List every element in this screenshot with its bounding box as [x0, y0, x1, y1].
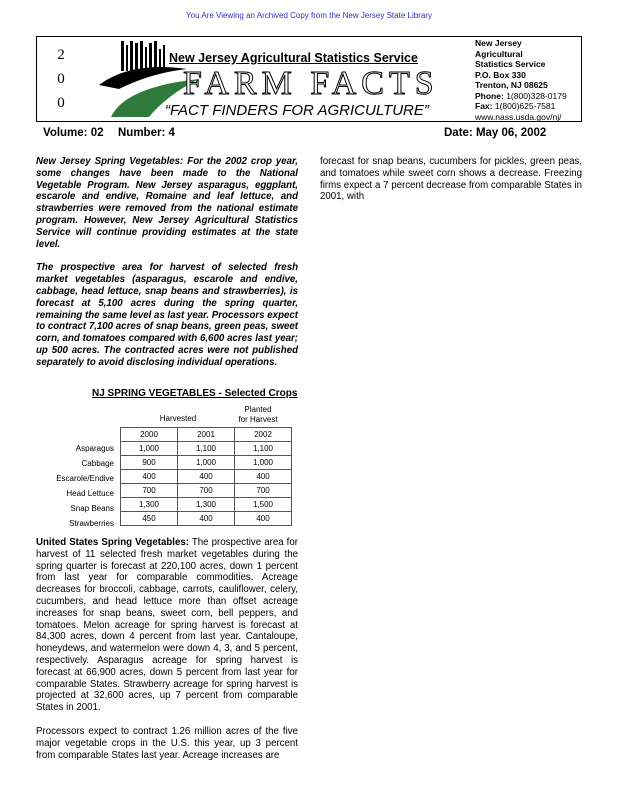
- table-cell: 400: [121, 470, 178, 484]
- table-cell: 400: [178, 470, 235, 484]
- table-row-labels: [40, 441, 114, 531]
- issue-date: Date: May 06, 2002: [444, 127, 547, 139]
- table-row: [121, 512, 292, 526]
- address-line: Statistics Service: [475, 59, 546, 69]
- city-line: Trenton, NJ 08625: [475, 80, 548, 90]
- table-cell: 400: [235, 512, 292, 526]
- table-cell: 1,100: [178, 442, 235, 456]
- table-title: NJ SPRING VEGETABLES - Selected Crops: [92, 388, 298, 399]
- address-block: [475, 38, 567, 122]
- table-cell: 1,000: [178, 456, 235, 470]
- nj-spring-paragraph: New Jersey Spring Vegetables: For the 2002 crop year, some changes have been made to the National Vegetable Program. New Jersey asparagus, eggplant, escarole and endive, Romaine and leaf lettuce, and strawberries were removed from the national estimate program. However, New Jersey Agricultural Statistics Service will continue providing estimates at the state level.: [36, 156, 298, 250]
- planted-label-line: for Harvest: [238, 415, 278, 424]
- po-box: P.O. Box 330: [475, 69, 526, 80]
- crop-label: Strawberries: [69, 519, 114, 528]
- table-cell: 700: [121, 484, 178, 498]
- table-cell: 1,000: [121, 442, 178, 456]
- agency-name: New Jersey Agricultural Statistics Service: [169, 51, 418, 65]
- harvested-label: Harvested: [159, 414, 197, 423]
- table-cell: 1,500: [235, 498, 292, 512]
- crop-label: Cabbage: [81, 459, 114, 468]
- year-digit: 0: [57, 71, 65, 87]
- table-cell: 1,300: [178, 498, 235, 512]
- year-vertical: [53, 43, 69, 115]
- table-cell: 1,100: [235, 442, 292, 456]
- fax-line: Fax: 1(800)625-7581: [475, 101, 556, 111]
- table-cell: 450: [121, 512, 178, 526]
- right-column-paragraph: forecast for snap beans, cucumbers for pickles, green peas, and tomatoes while sweet corn shows a decrease. Freezing firms expect a 7 percent decrease from comparable States in 2001, with: [320, 156, 582, 203]
- volume-label: Volume: 02: [43, 127, 104, 139]
- planted-label-line: Planted: [244, 405, 272, 414]
- phone-line: Phone: 1(800)328-0179: [475, 90, 567, 101]
- table-header-row: [121, 428, 292, 442]
- masthead: [36, 36, 582, 122]
- table-cell: 700: [178, 484, 235, 498]
- table-row: [121, 498, 292, 512]
- us-spring-paragraph: [36, 537, 298, 714]
- year-digit: 2: [57, 47, 65, 63]
- processors-paragraph: Processors expect to contract 1.26 million acres of the five major vegetable crops in the U.S. this year, up 3 percent from comparable States last year. Acreage increases are: [36, 725, 298, 761]
- table-row: [121, 456, 292, 470]
- address-line: New Jersey: [475, 38, 522, 48]
- crops-table: [120, 427, 292, 526]
- web-address: www.nass.usda.gov/nj/: [475, 111, 562, 122]
- table-cell: 900: [121, 456, 178, 470]
- table-cell: 1,000: [235, 456, 292, 470]
- table-cell: 700: [235, 484, 292, 498]
- crop-label: Asparagus: [75, 444, 114, 453]
- year-header: 2000: [121, 428, 178, 442]
- address-line: Agricultural: [475, 48, 523, 59]
- table-cell: 400: [235, 470, 292, 484]
- prospective-area-paragraph: The prospective area for harvest of selected fresh market vegetables (asparagus, escarole and endive, cabbage, head lettuce, snap beans and strawberries), is forecast at 5,100 acres during the spring quarter, remaining the same level as last year. Processors expect to contract 7,100 acres of snap beans, green peas, sweet corn, and tomatoes compared with 6,600 acres last year; up 500 acres. The contracted acres were not published separately to avoid disclosing individual operations.: [36, 262, 298, 368]
- table-cell: 400: [178, 512, 235, 526]
- tagline: “FACT FINDERS FOR AGRICULTURE”: [165, 102, 429, 119]
- year-header: 2002: [235, 428, 292, 442]
- year-digit: 0: [57, 95, 65, 111]
- year-header: 2001: [178, 428, 235, 442]
- left-column-bottom: [36, 537, 298, 773]
- table-row: [121, 484, 292, 498]
- table-row: [121, 470, 292, 484]
- right-column: [320, 156, 582, 215]
- table-row: [121, 442, 292, 456]
- crop-label: Snap Beans: [70, 504, 114, 513]
- archive-notice: You Are Viewing an Archived Copy from the New Jersey State Library: [186, 11, 432, 20]
- crop-label: Head Lettuce: [66, 489, 114, 498]
- crop-label: Escarole/Endive: [56, 474, 114, 483]
- newsletter-title: FARM FACTS: [183, 65, 439, 102]
- planted-label: [228, 405, 288, 425]
- us-spring-heading: United States Spring Vegetables:: [36, 537, 189, 548]
- table-cell: 1,300: [121, 498, 178, 512]
- left-column-top: [36, 156, 298, 381]
- number-label: Number: 4: [118, 127, 175, 139]
- us-spring-text: The prospective area for harvest of 11 selected fresh market vegetables during the spring quarter is forecast at 220,100 acres, down 1 percent from last year for comparable commodities. Acreage decreases for broccoli, cabbage, carrots, cauliflower, celery, cucumbers, and head lettuce more than offset acreage increases for snap beans, sweet corn, bell peppers, and tomatoes. Melon acreage for spring harvest is forecast at 84,300 acres, down 4 percent from last year. Cantaloupe, honeydews, and watermelon were down 4, 3, and 5 percent, respectively. Asparagus acreage for spring harvest is forecast at 66,900 acres, down 5 percent from last year for comparable States. Strawberry acreage for spring harvest is projected at 32,600 acres, up 7 percent from comparable States in 2001.: [36, 537, 298, 714]
